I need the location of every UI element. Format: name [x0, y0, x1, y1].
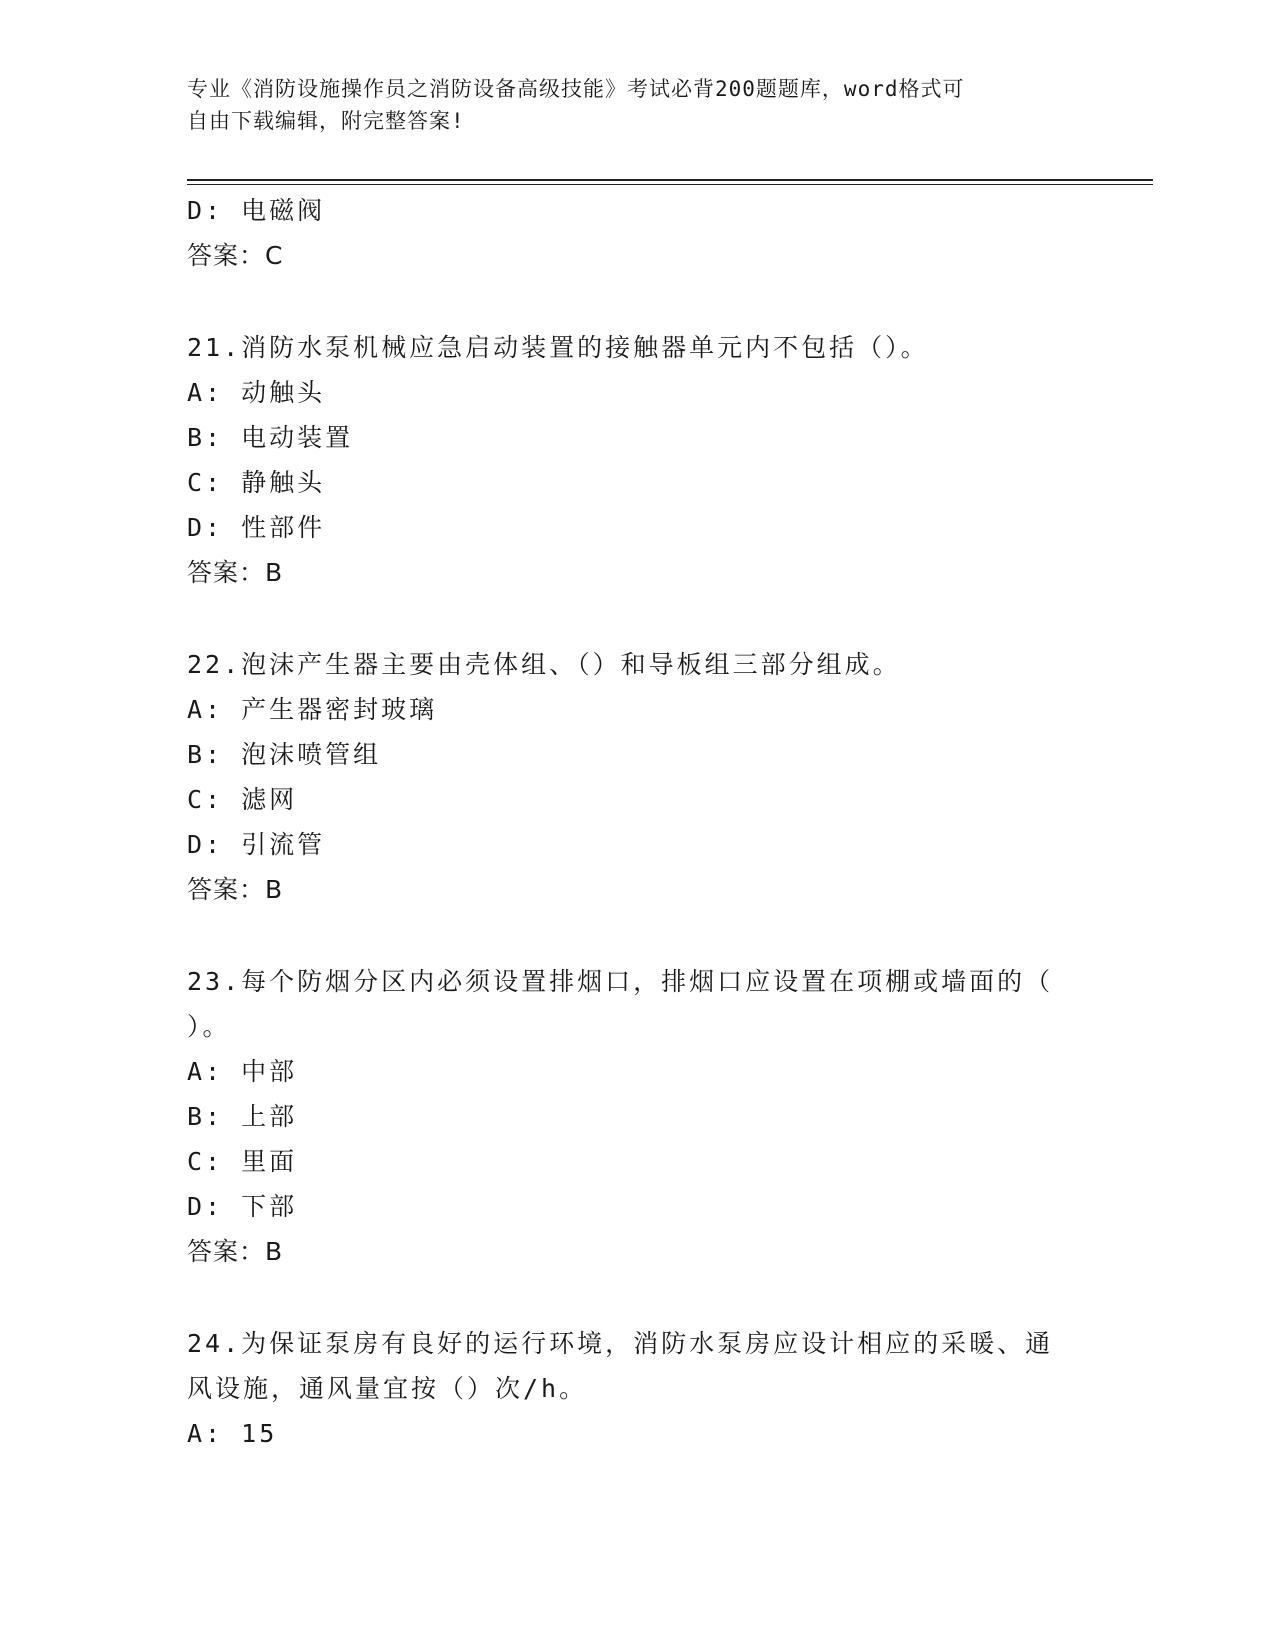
question-22 — [187, 642, 1087, 912]
spacer — [187, 912, 1087, 959]
option-a: A: 动触头 — [187, 378, 326, 407]
document-header — [187, 73, 1087, 137]
option-b: B: 电动装置 — [187, 423, 354, 452]
header-line-1: 专业《消防设施操作员之消防设备高级技能》考试必背200题题库，word格式可 — [187, 77, 965, 101]
option-d: D: 引流管 — [187, 830, 326, 859]
option-d: D: 性部件 — [187, 513, 326, 542]
header-rule-thin — [187, 184, 1153, 185]
question-24 — [187, 1321, 1087, 1456]
question-text-line-1: 24.为保证泵房有良好的运行环境，消防水泵房应设计相应的采暖、通 — [187, 1329, 1054, 1358]
question-content — [187, 188, 1087, 1456]
header-line-2: 自由下载编辑，附完整答案! — [187, 109, 465, 133]
option-a: A: 产生器密封玻璃 — [187, 695, 438, 724]
question-text-line-1: 23.每个防烟分区内必须设置排烟口，排烟口应设置在项棚或墙面的（ — [187, 967, 1054, 996]
option-a: A: 15 — [187, 1419, 278, 1448]
option-a: A: 中部 — [187, 1057, 298, 1086]
question-text: 22.泡沫产生器主要由壳体组、（）和导板组三部分组成。 — [187, 650, 901, 679]
question-text-line-2: ）。 — [187, 1012, 231, 1041]
spacer — [187, 1274, 1087, 1321]
option-d: D: 下部 — [187, 1192, 298, 1221]
question-21 — [187, 325, 1087, 595]
question-23 — [187, 959, 1087, 1274]
option-c: C: 滤网 — [187, 785, 298, 814]
answer: 答案：B — [187, 558, 284, 587]
spacer — [187, 595, 1087, 642]
option-b: B: 上部 — [187, 1102, 298, 1131]
header-rule-thick — [187, 179, 1153, 181]
answer: 答案：B — [187, 875, 284, 904]
prev-option-d: D: 电磁阀 — [187, 196, 326, 225]
option-c: C: 静触头 — [187, 468, 326, 497]
spacer — [187, 278, 1087, 325]
question-text: 21.消防水泵机械应急启动装置的接触器单元内不包括（）。 — [187, 333, 929, 362]
answer: 答案：B — [187, 1237, 284, 1266]
option-b: B: 泡沫喷管组 — [187, 740, 382, 769]
option-c: C: 里面 — [187, 1147, 298, 1176]
prev-answer: 答案：C — [187, 241, 284, 270]
question-text-line-2: 风设施，通风量宜按（）次/h。 — [187, 1374, 588, 1403]
